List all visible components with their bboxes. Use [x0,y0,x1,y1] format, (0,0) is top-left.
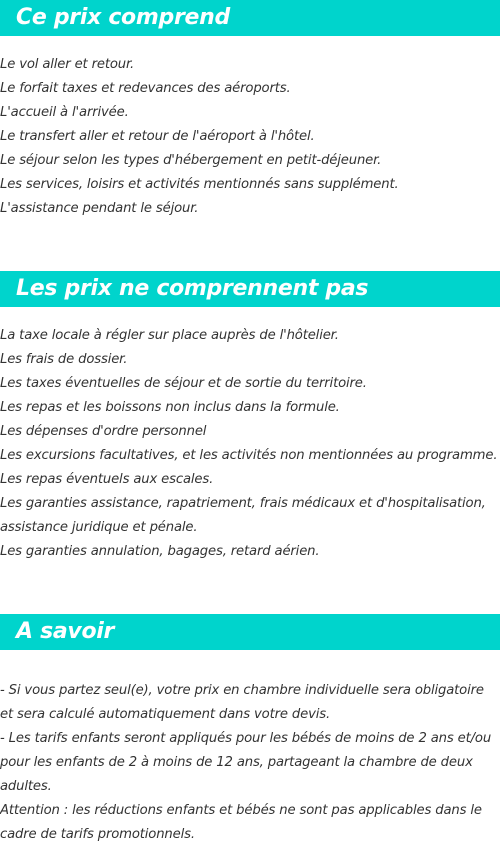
list-item: Le séjour selon les types d'hébergement en petit-déjeuner. [0,153,382,168]
list-item: - Les tarifs enfants seront appliqués pour les bébés de moins de 2 ans et/ou pour les enfants de 2 à moins de 12 ans, partageant la chambre de deux adultes. [0,731,492,794]
included-list [0,53,500,221]
list-item: L'accueil à l'arrivée. [0,105,129,120]
list-item: Les repas éventuels aux escales. [0,472,214,487]
section-title-included: Ce prix comprend [0,0,500,36]
list-item: Les taxes éventuelles de séjour et de sortie du territoire. [0,376,367,391]
list-item: - Si vous partez seul(e), votre prix en chambre individuelle sera obligatoire et sera calculé automatiquement dans votre devis. [0,683,484,722]
list-item: La taxe locale à régler sur place auprès de l'hôtelier. [0,328,339,343]
section-title-good-to-know: A savoir [0,614,500,650]
list-item: Les services, loisirs et activités mentionnés sans supplément. [0,177,399,192]
good-to-know-list [0,679,500,847]
list-item: L'assistance pendant le séjour. [0,201,199,216]
list-item: Les garanties assistance, rapatriement, frais médicaux et d'hospitalisation, assistance juridique et pénale. [0,496,486,535]
not-included-list [0,324,500,564]
list-item: Les garanties annulation, bagages, retard aérien. [0,544,320,559]
section-not-included [0,271,500,564]
list-item: Les excursions facultatives, et les activités non mentionnées au programme. [0,448,498,463]
list-item: Le forfait taxes et redevances des aéroports. [0,81,291,96]
section-good-to-know [0,614,500,847]
list-item: Attention : les réductions enfants et bébés ne sont pas applicables dans le cadre de tarifs promotionnels. [0,803,482,842]
list-item: Le transfert aller et retour de l'aéroport à l'hôtel. [0,129,315,144]
list-item: Les dépenses d'ordre personnel [0,424,207,439]
section-included [0,0,500,221]
list-item: Les frais de dossier. [0,352,128,367]
list-item: Le vol aller et retour. [0,57,135,72]
section-title-not-included: Les prix ne comprennent pas [0,271,500,307]
list-item: Les repas et les boissons non inclus dans la formule. [0,400,340,415]
